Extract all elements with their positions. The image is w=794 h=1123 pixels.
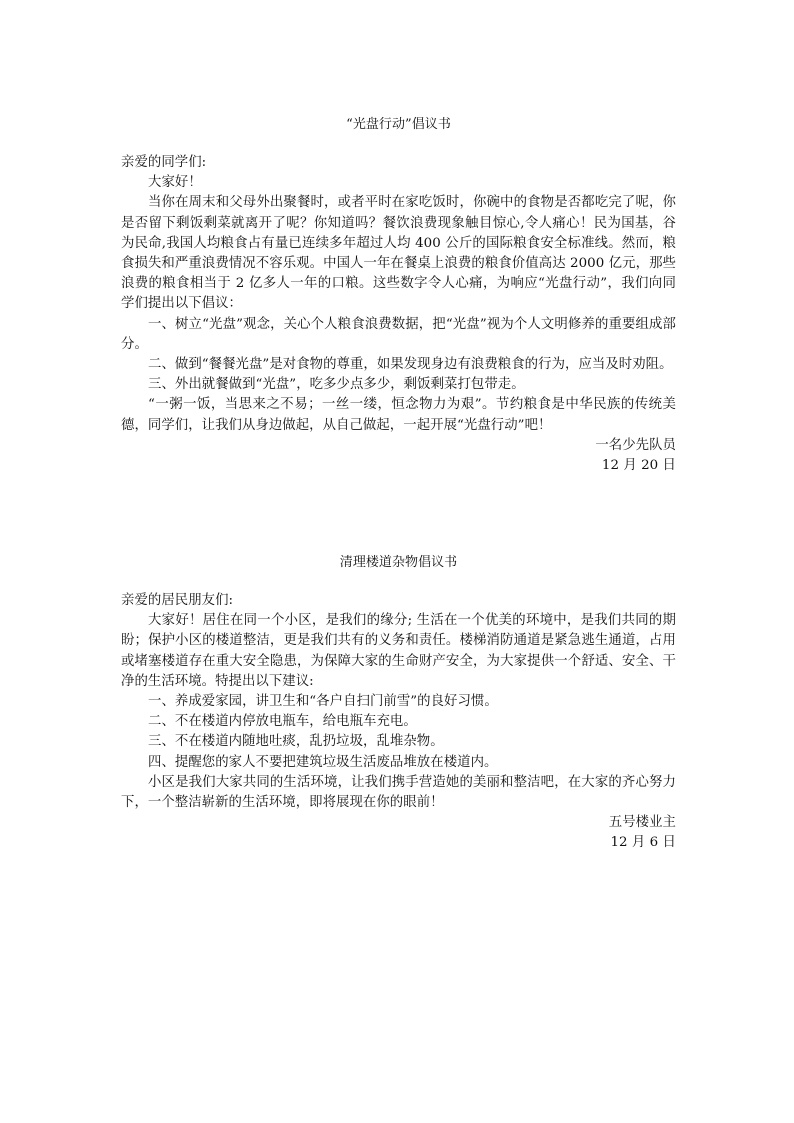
doc-signature: 一名少先队员 [595, 437, 676, 453]
proposal-clean-plate [121, 115, 676, 476]
doc-paragraph: “一粥一饭，当思来之不易；一丝一缕，恒念物力为艰”。节约粮食是中华民族的传统美德，同学们，让我们从身边做起，从自己做起，一起开展“光盘行动”吧！ [121, 397, 676, 433]
doc-paragraph: 二、不在楼道内停放电瓶车，给电瓶车充电。 [148, 714, 417, 730]
doc-date: 12 月 20 日 [601, 458, 676, 474]
doc-paragraph: 当你在周末和父母外出聚餐时，或者平时在家吃饭时，你碗中的食物是否都吃完了呢，你是否留下剩饭剩菜就离开了呢？你知道吗？餐饮浪费现象触目惊心,令人痛心！民为国基，谷为民命,我国人均粮食占有量已连续多年超过人均 400 公斤的国际粮食安全标准线。然而，粮食损失和严重浪费情况不容乐观。中国人一年在餐桌上浪费的粮食价值高达 2000 亿元，那些浪费的粮食相当于 2 亿多人一年的口粮。这些数字令人心痛，为响应“光盘行动”，我们向同学们提出以下倡议： [121, 195, 676, 312]
doc-paragraph: 四、提醒您的家人不要把建筑垃圾生活废品堆放在楼道内。 [148, 754, 498, 770]
doc-paragraph: 小区是我们大家共同的生活环境，让我们携手营造她的美丽和整洁吧，在大家的齐心努力下，一个整洁崭新的生活环境，即将展现在你的眼前！ [121, 774, 676, 811]
doc-paragraph: 二、做到“餐餐光盘”是对食物的尊重，如果发现身边有浪费粮食的行为，应当及时劝阻。 [148, 357, 673, 373]
doc-salutation: 亲爱的居民朋友们: [121, 593, 234, 608]
doc-paragraph: 大家好！居住在同一个小区，是我们的缘分; 生活在一个优美的环境中，是我们共同的期盼；保护小区的楼道整洁，更是我们共有的义务和责任。楼梯消防通道是紧急逃生通道，占用或堵塞楼道存在重大安全隐患，为保障大家的生命财产安全，为大家提供一个舒适、安全、干净的生活环境。特提出以下建议: [121, 613, 676, 689]
doc-title: “光盘行动”倡议书 [346, 117, 451, 132]
doc-title: 清理楼道杂物倡议书 [339, 555, 458, 570]
doc-signature: 五号楼业主 [608, 815, 676, 831]
doc-paragraph: 三、外出就餐做到“光盘”，吃多少点多少，剩饭剩菜打包带走。 [148, 377, 525, 393]
doc-paragraph: 三、不在楼道内随地吐痰，乱扔垃圾，乱堆杂物。 [148, 734, 444, 750]
doc-paragraph: 一、树立“光盘”观念，关心个人粮食浪费数据，把“光盘”视为个人文明修养的重要组成部分。 [121, 316, 676, 352]
doc-paragraph: 大家好！ [148, 175, 202, 191]
proposal-clear-corridor [121, 553, 676, 854]
doc-date: 12 月 6 日 [610, 835, 676, 851]
doc-paragraph: 一、养成爱家园，讲卫生和“各户自扫门前雪”的良好习惯。 [148, 694, 498, 710]
doc-salutation: 亲爱的同学们: [121, 155, 207, 170]
